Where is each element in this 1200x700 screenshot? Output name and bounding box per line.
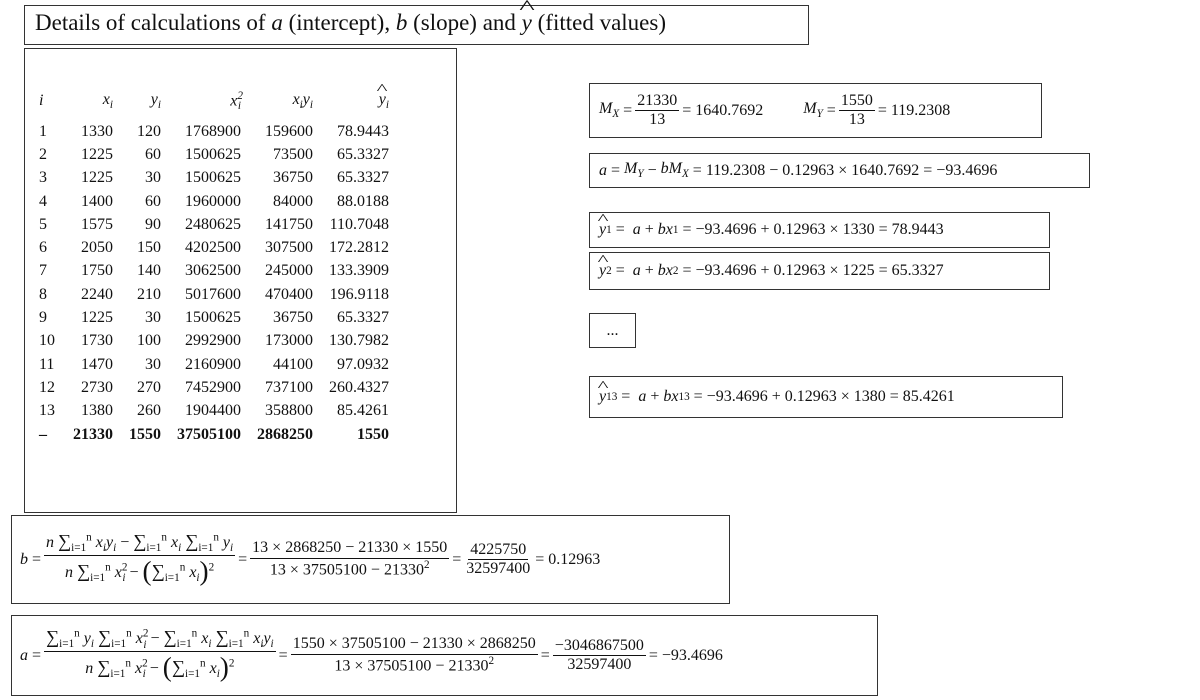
table-cell: 141750 [265, 215, 313, 233]
header-xi2: $x^2_i$ [230, 89, 243, 113]
table-cell: 245000 [265, 262, 313, 280]
table-cell: 10 [39, 332, 55, 350]
table-cell: 36750 [273, 309, 313, 327]
table-cell: 737100 [265, 378, 313, 396]
table-row [33, 400, 397, 423]
table-cell: – [39, 425, 47, 443]
header-xi: $x_i$ [102, 90, 113, 112]
table-cell: 130.7982 [329, 332, 389, 350]
table-cell: 44100 [273, 355, 313, 373]
table-cell: 1730 [81, 332, 113, 350]
table-cell: 159600 [265, 122, 313, 140]
header-yi: $y_i$ [150, 90, 161, 112]
table-cell: 5 [39, 215, 47, 233]
table-cell: 2160900 [185, 355, 241, 373]
table-cell: 173000 [265, 332, 313, 350]
table-cell: 1500625 [185, 145, 241, 163]
yhat13-value: = −93.4696 + 0.12963 × 1380 = 85.4261 [693, 388, 955, 405]
yhat2-value: = −93.4696 + 0.12963 × 1225 = 65.3327 [682, 262, 944, 279]
title-var-a: a [271, 10, 283, 35]
header-yhat: ^ $y_i$ [321, 82, 397, 120]
a-numeric-fraction: $\frac{1550 \times 37505100 - 21330 \times 2868250}{13 \times 37505100 - 21330^2}$ [292, 635, 536, 675]
table-cell: 1550 [129, 425, 161, 443]
table-cell: 6 [39, 239, 47, 257]
table-cell: 85.4261 [337, 402, 389, 420]
title-text-intercept: (intercept), [282, 10, 396, 35]
table-row [33, 306, 397, 329]
table-cell: 1750 [81, 262, 113, 280]
table-cell: 13 [39, 402, 55, 420]
table-cell: 2730 [81, 378, 113, 396]
table-cell: 1225 [81, 169, 113, 187]
table-cell: 4 [39, 192, 47, 210]
table-cell: 84000 [273, 192, 313, 210]
table-total-row [33, 423, 397, 446]
table-cell: 1380 [81, 402, 113, 420]
table-cell: 150 [137, 239, 161, 257]
table-cell: 1225 [81, 145, 113, 163]
header-xiyi: $x_iy_i$ [292, 90, 313, 112]
a-calc-value: = 119.2308 − 0.12963 × 1640.7692 = −93.4696 [692, 161, 998, 179]
table-cell: 1225 [81, 309, 113, 327]
title-var-yhat: ^ y [522, 10, 532, 36]
page-title [24, 5, 809, 45]
table-cell: 90 [145, 215, 161, 233]
mx-value: = 1640.7692 [682, 101, 764, 119]
b-numeric-fraction: $\frac{13 \times 2868250 - 21330 \times 1550}{13 \times 37505100 - 21330^2}$ [252, 539, 448, 579]
table-row [33, 260, 397, 283]
a-general-fraction: $\frac{\sum_{i=1}^n y_i \sum_{i=1}^n x^2_i - \sum_{i=1}^n x_i \sum_{i=1}^n x_iy_i}{n \sum_{i=1}^n x^2_i - (\sum_{i=1}^n x_i)^2}$ [46, 627, 274, 683]
table-cell: 21330 [73, 425, 113, 443]
table-cell: 5017600 [185, 285, 241, 303]
table-cell: 3062500 [185, 262, 241, 280]
table-cell: 1400 [81, 192, 113, 210]
table-cell: 65.3327 [337, 145, 389, 163]
table-cell: 1904400 [185, 402, 241, 420]
my-value: = 119.2308 [877, 101, 951, 119]
table-cell: 260 [137, 402, 161, 420]
table-cell: 1330 [81, 122, 113, 140]
a-formula-box: a = $\frac{\sum_{i=1}^n y_i \sum_{i=1}^n x^2_i - \sum_{i=1}^n x_i \sum_{i=1}^n x_iy_i}{n \sum_{i=1}^n x^2_i - (\sum_{i=1}^n x_i)^2}$ = $\frac{1550 \times 37505100 - 21330 \times 2868250}{13 \times 37505100 - 21330^2}$ = $\frac{-3046867500}{32597400}$ = −93.4696 [11, 615, 878, 696]
table-cell: 7452900 [185, 378, 241, 396]
yhat2-box: ^ y 2 = a + bx 2 = −93.4696 + 0.12963 × 1225 = 65.3327 [589, 252, 1050, 290]
table-cell: 60 [145, 192, 161, 210]
my-fraction: $\frac{1550}{13}$ [840, 91, 873, 128]
title-text-fitted: (fitted values) [531, 10, 667, 35]
mx-fraction: $\frac{21330}{13}$ [637, 91, 678, 128]
table-cell: 196.9118 [329, 285, 389, 303]
table-cell: 470400 [265, 285, 313, 303]
table-cell: 2480625 [185, 215, 241, 233]
table-cell: 260.4327 [329, 378, 389, 396]
ellipsis-box [589, 313, 636, 348]
table-cell: 270 [137, 378, 161, 396]
table-cell: 358800 [265, 402, 313, 420]
table-cell: 172.2812 [329, 239, 389, 257]
table-cell: 78.9443 [337, 122, 389, 140]
table-row [33, 213, 397, 236]
table-cell: 8 [39, 285, 47, 303]
a-result: = −93.4696 [648, 646, 723, 664]
table-row [33, 283, 397, 306]
table-cell: 12 [39, 378, 55, 396]
table-cell: 2868250 [257, 425, 313, 443]
table-cell: 3 [39, 169, 47, 187]
table-row [33, 143, 397, 166]
table-cell: 110.7048 [329, 215, 389, 233]
yhat1-box: ^ y 1 = a + bx 1 = −93.4696 + 0.12963 × 1330 = 78.9443 [589, 212, 1050, 248]
table-cell: 88.0188 [337, 192, 389, 210]
yhat1-value: = −93.4696 + 0.12963 × 1330 = 78.9443 [682, 221, 944, 238]
ellipsis: ... [606, 321, 619, 339]
table-cell: 65.3327 [337, 169, 389, 187]
table-cell: 97.0932 [337, 355, 389, 373]
table-cell: 100 [137, 332, 161, 350]
table-header-row [33, 82, 397, 120]
table-cell: 65.3327 [337, 309, 389, 327]
table-cell: 1960000 [185, 192, 241, 210]
table-cell: 30 [145, 355, 161, 373]
b-general-fraction: $\frac{n \sum_{i=1}^n x_iy_i - \sum_{i=1}^n x_i \sum_{i=1}^n y_i}{n \sum_{i=1}^n x^2_i - (\sum_{i=1}^n x_i)^2}$ [46, 531, 234, 587]
table-cell: 1470 [81, 355, 113, 373]
table-cell: 120 [137, 122, 161, 140]
table-cell: 1768900 [185, 122, 241, 140]
table-cell: 2050 [81, 239, 113, 257]
header-i: i [39, 92, 44, 109]
table-row [33, 120, 397, 143]
title-var-b: b [395, 10, 408, 35]
table-cell: 11 [39, 355, 55, 373]
b-formula-box: b = $\frac{n \sum_{i=1}^n x_iy_i - \sum_{i=1}^n x_i \sum_{i=1}^n y_i}{n \sum_{i=1}^n x^2_i - (\sum_{i=1}^n x_i)^2}$ = $\frac{13 \times 2868250 - 21330 \times 1550}{13 \times 37505100 - 21330^2}$ = $\frac{4225750}{32597400}$ = 0.12963 [11, 515, 730, 604]
table-cell: 2992900 [185, 332, 241, 350]
table-cell: 60 [145, 145, 161, 163]
table-cell: 37505100 [177, 425, 241, 443]
table-row [33, 236, 397, 259]
table-row [33, 190, 397, 213]
table-cell: 1500625 [185, 169, 241, 187]
yhat13-box: ^ y 13 = a + bx 13 = −93.4696 + 0.12963 × 1380 = 85.4261 [589, 376, 1063, 418]
table-cell: 140 [137, 262, 161, 280]
table-row [33, 376, 397, 399]
table-row [33, 330, 397, 353]
table-cell: 30 [145, 309, 161, 327]
title-text-slope: (slope) and [407, 10, 522, 35]
a-reduced-fraction: $\frac{-3046867500}{32597400}$ [554, 636, 644, 673]
b-result: = 0.12963 [535, 550, 601, 568]
data-table [33, 82, 397, 446]
table-cell: 30 [145, 169, 161, 187]
table-cell: 2240 [81, 285, 113, 303]
table-cell: 9 [39, 309, 47, 327]
table-cell: 1575 [81, 215, 113, 233]
table-body [33, 120, 397, 446]
table-cell: 133.3909 [329, 262, 389, 280]
a-calc-box: a = $M_Y$ − $bM_X$ = 119.2308 − 0.12963 × 1640.7692 = −93.4696 [589, 153, 1090, 188]
table-cell: 2 [39, 145, 47, 163]
table-cell: 210 [137, 285, 161, 303]
table-row [33, 353, 397, 376]
means-box: $M_X$ = $\frac{21330}{13}$ = 1640.7692 $M_Y$ = $\frac{1550}{13}$ = 119.2308 [589, 83, 1042, 138]
b-reduced-fraction: $\frac{4225750}{32597400}$ [466, 540, 531, 577]
title-text: Details of calculations of [35, 10, 272, 35]
table-cell: 4202500 [185, 239, 241, 257]
table-cell: 1 [39, 122, 47, 140]
table-row [33, 167, 397, 190]
table-cell: 1500625 [185, 309, 241, 327]
table-cell: 36750 [273, 169, 313, 187]
table-cell: 307500 [265, 239, 313, 257]
data-table-box [24, 48, 457, 513]
table-cell: 1550 [357, 425, 389, 443]
table-cell: 7 [39, 262, 47, 280]
table-cell: 73500 [273, 145, 313, 163]
